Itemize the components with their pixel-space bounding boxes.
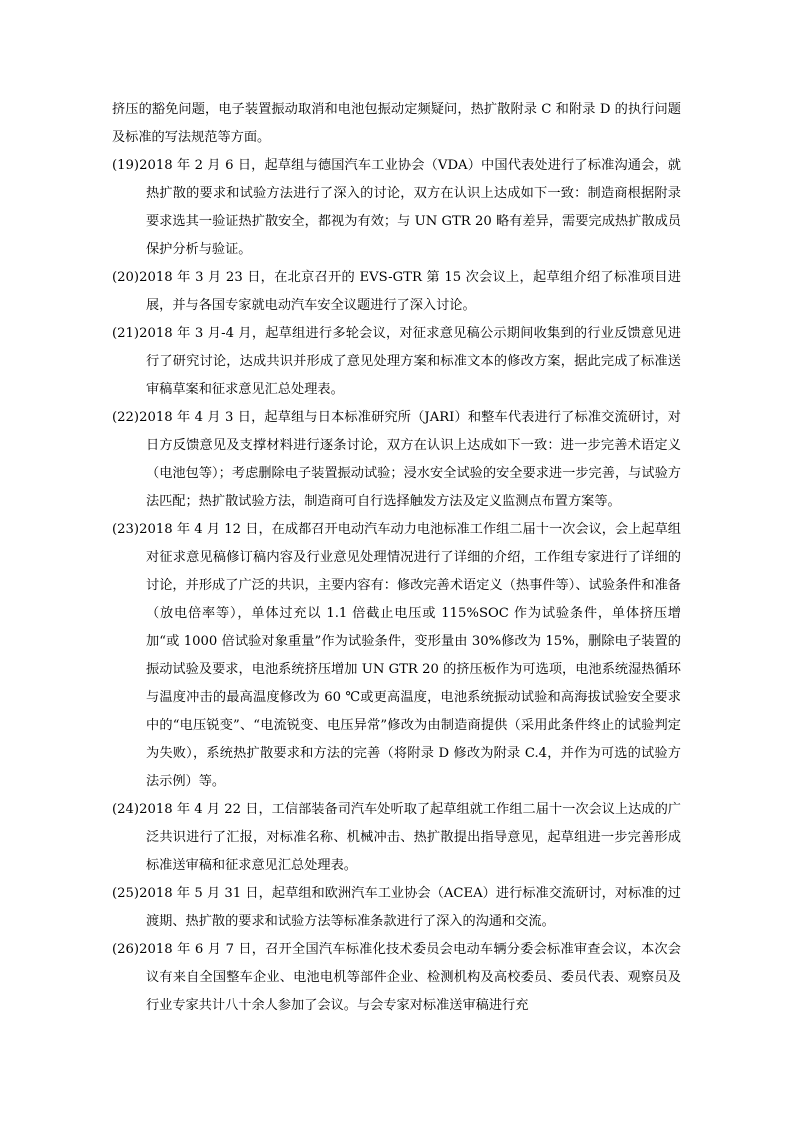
paragraph-text: 2018 年 2 月 6 日，起草组与德国汽车工业协会（VDA）中国代表处进行了标准沟通会，就热扩散的要求和试验方法进行了深入的讨论，双方在认识上达成如下一致：制造商根据附录要求选其一验证热扩散安全，都视为有效；与 UN GTR 20 略有差异，需要完成热扩散成员保护分析与验证。 — [139, 157, 681, 257]
paragraph-item-25 — [112, 880, 681, 936]
paragraph-text: 2018 年 4 月 3 日，起草组与日本标准研究所（JARI）和整车代表进行了标准交流研讨，对日方反馈意见及支撑材料进行逐条讨论，双方在认识上达成如下一致：进一步完善术语定义（电池包等）；考虑删除电子装置振动试验；浸水安全试验的安全要求进一步完善，与试验方法匹配；热扩散试验方法，制造商可自行选择触发方法及定义监测点布置方案等。 — [139, 409, 681, 509]
paragraph-text: 2018 年 3 月-4 月，起草组进行多轮会议，对征求意见稿公示期间收集到的行业反馈意见进行了研究讨论，达成共识并形成了意见处理方案和标准文本的修改方案，据此完成了标准送审稿草案和征求意见汇总处理表。 — [139, 325, 681, 397]
paragraph-text: 2018 年 6 月 7 日，召开全国汽车标准化技术委员会电动车辆分委会标准审查会议，本次会议有来自全国整车企业、电池电机等部件企业、检测机构及高校委员、委员代表、观察员及行业专家共计八十余人参加了会议。与会专家对标准送审稿进行充 — [139, 941, 681, 1013]
paragraph-item-23 — [112, 516, 681, 796]
paragraph-number: (22) — [112, 409, 140, 425]
paragraph-item-21 — [112, 320, 681, 404]
paragraph-item-20 — [112, 264, 681, 320]
paragraph-number: (23) — [112, 521, 140, 537]
paragraph-continuation: 挤压的豁免问题，电子装置振动取消和电池包振动定频疑问，热扩散附录 C 和附录 D 的执行问题及标准的写法规范等方面。 — [112, 102, 681, 145]
paragraph-number: (19) — [112, 157, 140, 173]
paragraph-text: 2018 年 4 月 22 日，工信部装备司汽车处听取了起草组就工作组二届十一次会议上达成的广泛共识进行了汇报，对标准名称、机械冲击、热扩散提出指导意见，起草组进一步完善形成标准送审稿和征求意见汇总处理表。 — [139, 801, 681, 873]
paragraph-text: 2018 年 5 月 31 日，起草组和欧洲汽车工业协会（ACEA）进行标准交流研讨，对标准的过渡期、热扩散的要求和试验方法等标准条款进行了深入的沟通和交流。 — [139, 885, 681, 929]
paragraph-item-22 — [112, 404, 681, 516]
paragraph-number: (20) — [112, 269, 140, 285]
paragraph-number: (21) — [112, 325, 140, 341]
paragraph-item-19 — [112, 152, 681, 264]
paragraph-text: 2018 年 3 月 23 日，在北京召开的 EVS-GTR 第 15 次会议上，起草组介绍了标准项目进展，并与各国专家就电动汽车安全议题进行了深入讨论。 — [139, 269, 681, 313]
paragraph-number: (26) — [112, 941, 140, 957]
document-body — [112, 96, 681, 1019]
paragraph-text: 2018 年 4 月 12 日，在成都召开电动汽车动力电池标准工作组二届十一次会议，会上起草组对征求意见稿修订稿内容及行业意见处理情况进行了详细的介绍，工作组专家进行了详细的讨论，并形成了广泛的共识，主要内容有：修改完善术语定义（热事件等）、试验条件和准备（放电倍率等），单体过充以 1.1 倍截止电压或 115%SOC 作为试验条件，单体挤压增加“或 1000 倍试验对象重量”作为试验条件，变形量由 30%修改为 15%，删除电子装置的振动试验及要求，电池系统挤压增加 UN GTR 20 的挤压板作为可选项，电池系统湿热循环与温度冲击的最高温度修改为 60 ℃或更高温度，电池系统振动试验和高海拔试验安全要求中的“电压锐变”、“电流锐变、电压异常”修改为由制造商提供（采用此条件终止的试验判定为失败），系统热扩散要求和方法的完善（将附录 D 修改为附录 C.4，并作为可选的试验方法示例）等。 — [139, 521, 681, 789]
paragraph-number: (24) — [112, 801, 140, 817]
paragraph-number: (25) — [112, 885, 140, 901]
paragraph-item-26 — [112, 936, 681, 1020]
paragraph-item-24 — [112, 796, 681, 880]
